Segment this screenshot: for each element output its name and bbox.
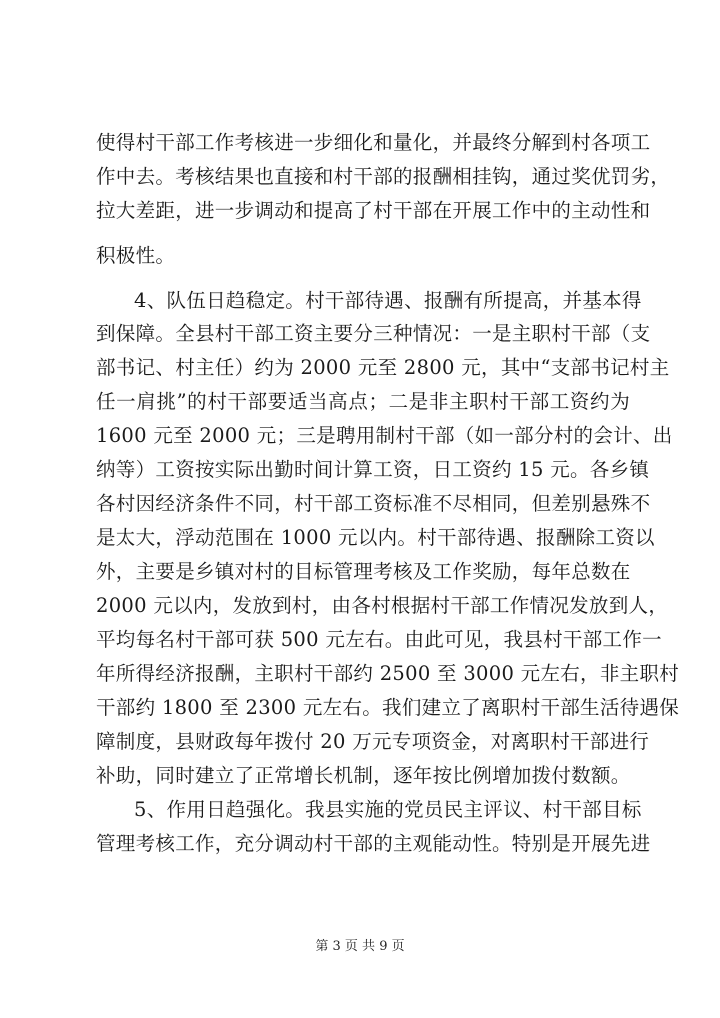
body-line: 干部约 1800 至 2300 元左右。我们建立了离职村干部生活待遇保 [96,696,680,719]
body-line: 到保障。全县村干部工资主要分三种情况：一是主职村干部（支 [96,322,651,345]
body-line: 部书记、村主任）约为 2000 元至 2800 元，其中“支部书记村主 [96,356,670,379]
body-line: 障制度，县财政每年拨付 20 万元专项资金，对离职村干部进行 [96,730,650,753]
body-line: 各村因经济条件不同，村干部工资标准不尽相同，但差别悬殊不 [96,492,651,515]
body-line: 积极性。 [96,244,176,267]
body-line: 使得村干部工作考核进一步细化和量化，并最终分解到村各项工 [96,131,651,154]
body-line: 2000 元以内，发放到村，由各村根据村干部工作情况发放到人， [96,594,669,617]
body-line: 作中去。考核结果也直接和村干部的报酬相挂钩，通过奖优罚劣， [96,165,671,188]
body-line: 5、作用日趋强化。我县实施的党员民主评议、村干部目标 [134,798,642,821]
body-line: 1600 元至 2000 元；三是聘用制村干部（如一部分村的会计、出 [96,424,673,447]
body-line: 管理考核工作，充分调动村干部的主观能动性。特别是开展先进 [96,832,651,855]
body-line: 平均每名村干部可获 500 元左右。由此可见，我县村干部工作一 [96,628,662,651]
body-line: 补助，同时建立了正常增长机制，逐年按比例增加拨付数额。 [96,764,631,787]
body-line: 是太大，浮动范围在 1000 元以内。村干部待遇、报酬除工资以 [96,526,655,549]
page-number: 第 3 页 共 9 页 [315,939,405,954]
body-line: 任一肩挑”的村干部要适当高点；二是非主职村干部工资约为 [96,390,630,413]
body-line: 年所得经济报酬，主职村干部约 2500 至 3000 元左右，非主职村 [96,662,680,685]
body-line: 4、队伍日趋稳定。村干部待遇、报酬有所提高，并基本得 [134,289,642,312]
body-line: 外，主要是乡镇对村的目标管理考核及工作奖励，每年总数在 [96,560,631,583]
body-line: 拉大差距，进一步调动和提高了村干部在开展工作中的主动性和 [96,199,651,222]
body-line: 纳等）工资按实际出勤时间计算工资，日工资约 15 元。各乡镇 [96,458,650,481]
